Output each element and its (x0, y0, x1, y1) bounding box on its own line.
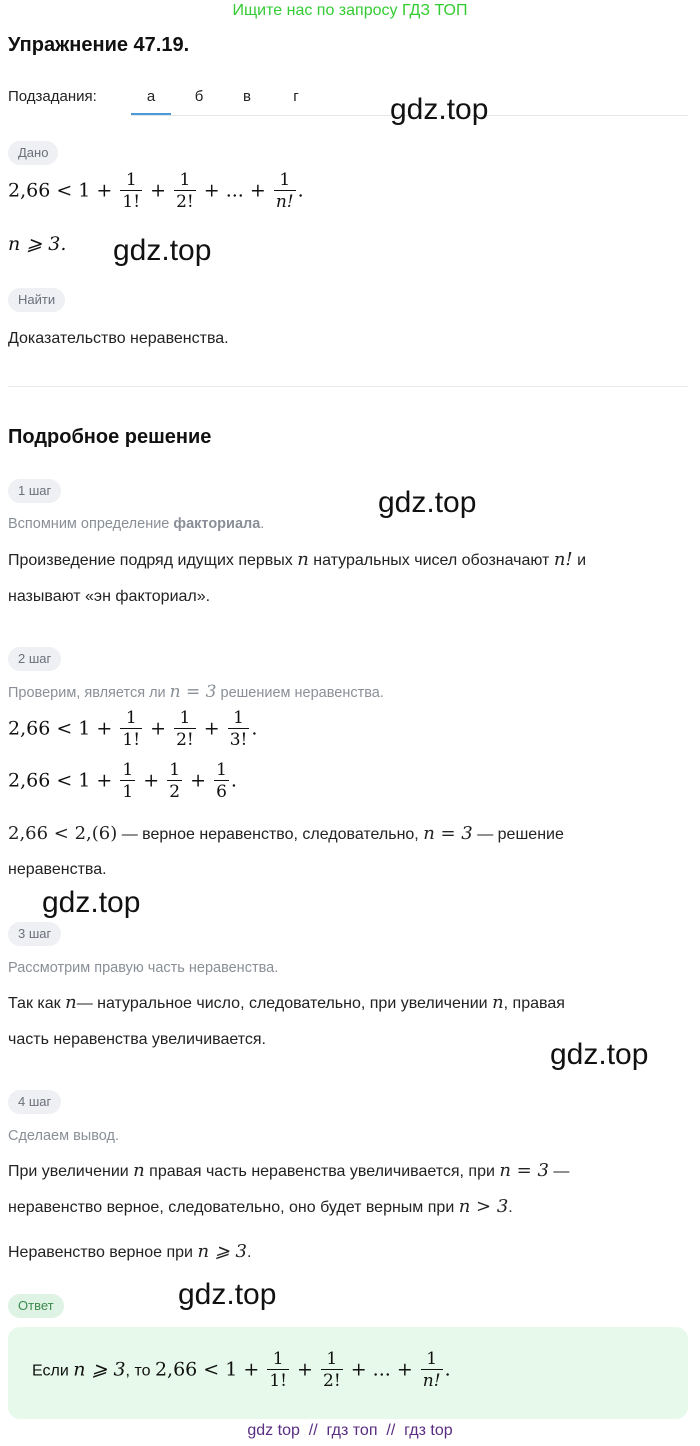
tab-b[interactable]: б (194, 88, 204, 105)
step4-line3 (8, 1242, 251, 1263)
fraction (214, 760, 229, 803)
math-expression: 2,66 < 2,(6) (8, 823, 118, 844)
body-text: При увеличении (8, 1163, 134, 1180)
given-inequality: 2,66 < 1 + $\frac{1}{1!}$ + $\frac{1}{2!}$ + ... + $\frac{1}{n!}$ . (8, 170, 304, 212)
math-expression: 2,66 < 1 + (8, 179, 119, 202)
math-expression: n = 3 (499, 1160, 549, 1181)
page-title: Упражнение 47.19. (8, 34, 190, 56)
watermark: gdz.top (390, 93, 489, 126)
fraction-numerator: 1 (279, 170, 291, 190)
body-text: — решение (472, 826, 564, 843)
math-var: n (133, 1160, 145, 1181)
fraction-numerator: 1 (125, 170, 137, 190)
body-text: — верное неравенство, следовательно, (117, 826, 424, 843)
answer-pill: Ответ (8, 1294, 64, 1318)
answer-statement: Если n ⩾ 3, то 2,66 < 1 + $\frac{1}{1!}$ + $\frac{1}{2!}$ + ... + $\frac{1}{n!}$ . (32, 1349, 451, 1391)
fraction (167, 760, 182, 803)
math-expression: 2,66 < 1 + (8, 717, 119, 740)
fraction-numerator: 1 (233, 708, 244, 728)
math-expression: 2,66 < 1 + (8, 769, 119, 792)
fraction-denominator: 1! (122, 192, 141, 212)
section-divider (8, 386, 688, 387)
body-text: — (548, 1163, 570, 1180)
solution-title: Подробное решение (8, 426, 212, 448)
body-text: Так как (8, 995, 66, 1012)
math-expression: n = 3 (169, 682, 217, 702)
fraction-denominator: 2! (323, 1371, 341, 1391)
fraction (174, 708, 196, 751)
watermark: gdz.top (550, 1038, 649, 1071)
fraction (228, 708, 250, 751)
find-text: Доказательство неравенства. (8, 330, 229, 347)
fraction-denominator: 1! (269, 1371, 287, 1391)
step1-hint (8, 514, 264, 534)
watermark: gdz.top (378, 486, 477, 519)
body-text: — натуральное число, следовательно, при увеличении (76, 995, 493, 1012)
given-pill: Дано (8, 141, 58, 165)
subtasks-label: Подзадания: (8, 88, 97, 105)
fraction (120, 760, 135, 803)
step2-pill: 2 шаг (8, 647, 61, 671)
step1-line2: называют «эн факториал». (8, 588, 211, 605)
answer-text: , то (125, 1362, 155, 1380)
fraction-denominator: 2! (176, 192, 194, 212)
step3-line1 (8, 993, 565, 1014)
fraction-numerator: 1 (216, 760, 227, 780)
step3-line2: часть неравенства увеличивается. (8, 1031, 266, 1048)
body-text: . (508, 1199, 513, 1216)
given-condition: n ⩾ 3. (8, 233, 67, 255)
fraction-denominator: 2! (176, 730, 194, 750)
fraction-numerator: 1 (125, 708, 137, 728)
body-text: неравенство верное, следовательно, оно будет верным при (8, 1199, 459, 1216)
math-expression: n ⩾ 3 (73, 1358, 126, 1381)
body-text: , правая (503, 995, 565, 1012)
math-dots: + ... + (350, 1358, 413, 1381)
tab-a[interactable]: а (146, 88, 156, 105)
fraction (120, 708, 142, 751)
fraction-denominator: 3! (229, 730, 248, 750)
math-var: n (297, 549, 309, 570)
top-banner[interactable]: Ищите нас по запросу ГДЗ ТОП (232, 2, 468, 19)
step4-hint: Сделаем вывод. (8, 1128, 120, 1144)
step3-pill: 3 шаг (8, 922, 61, 946)
hint-text: Вспомним определение (8, 516, 174, 532)
body-text: правая часть неравенства увеличивается, при (144, 1163, 500, 1180)
math-expression: n = 3 (423, 823, 473, 844)
fraction-numerator: 1 (179, 170, 191, 190)
fraction-numerator: 1 (179, 708, 191, 728)
step2-hint (8, 682, 384, 703)
math-var: n (65, 992, 77, 1013)
hint-term: факториала (173, 516, 261, 532)
body-text: Произведение подряд идущих первых (8, 552, 298, 569)
fraction-numerator: 1 (272, 1349, 284, 1369)
body-text: . (247, 1244, 252, 1261)
math-var: n! (553, 549, 573, 570)
answer-text: Если (32, 1362, 74, 1380)
step2-equation1: 2,66 < 1 + $\frac{1}{1!}$ + $\frac{1}{2!}$ + $\frac{1}{3!}$ . (8, 708, 258, 750)
fraction (267, 1349, 289, 1392)
hint-text: . (260, 516, 265, 532)
watermark: gdz.top (178, 1278, 277, 1311)
math-expression: n ⩾ 3 (197, 1241, 248, 1262)
step2-equation2: 2,66 < 1 + $\frac{1}{1}$ + $\frac{1}{2}$ + $\frac{1}{6}$ . (8, 760, 237, 802)
footer-links[interactable]: gdz top // гдз топ // гдз top (247, 1422, 453, 1439)
step4-line2 (8, 1197, 513, 1218)
fraction-denominator: 6 (216, 782, 227, 802)
body-text: Неравенство верное при (8, 1244, 198, 1261)
fraction-denominator: 2 (169, 782, 181, 802)
step2-conclusion-line2: неравенства. (8, 861, 107, 878)
body-text: натуральных чисел обозначают (308, 552, 554, 569)
fraction-numerator: 1 (426, 1349, 438, 1369)
fraction-denominator: 1 (122, 782, 134, 802)
fraction (421, 1349, 443, 1392)
step1-pill: 1 шаг (8, 479, 61, 503)
fraction (274, 170, 296, 213)
math-var: n (492, 992, 504, 1013)
math-expression: 2,66 < 1 + (154, 1358, 266, 1381)
math-expression: n > 3 (458, 1196, 509, 1217)
step3-hint: Рассмотрим правую часть неравенства. (8, 960, 279, 976)
find-pill: Найти (8, 288, 65, 312)
fraction-denominator: 1! (122, 730, 141, 750)
fraction (174, 170, 196, 213)
active-tab-indicator (131, 113, 171, 115)
fraction (120, 170, 142, 213)
fraction-numerator: 1 (326, 1349, 338, 1369)
watermark: gdz.top (113, 234, 212, 267)
fraction-numerator: 1 (122, 760, 134, 780)
step4-pill: 4 шаг (8, 1090, 61, 1114)
step4-line1 (8, 1161, 569, 1182)
fraction-denominator: n! (422, 1371, 441, 1391)
step2-conclusion (8, 824, 564, 845)
tab-g[interactable]: г (293, 88, 299, 105)
tab-v[interactable]: в (243, 88, 251, 105)
hint-text: Проверим, является ли (8, 685, 170, 701)
math-dots: + ... + (203, 179, 266, 202)
hint-text: решением неравенства. (216, 685, 384, 701)
fraction-numerator: 1 (169, 760, 181, 780)
step1-line1 (8, 550, 586, 571)
fraction-denominator: n! (275, 192, 294, 212)
fraction (321, 1349, 343, 1392)
body-text: и (572, 552, 587, 569)
watermark: gdz.top (42, 886, 141, 919)
